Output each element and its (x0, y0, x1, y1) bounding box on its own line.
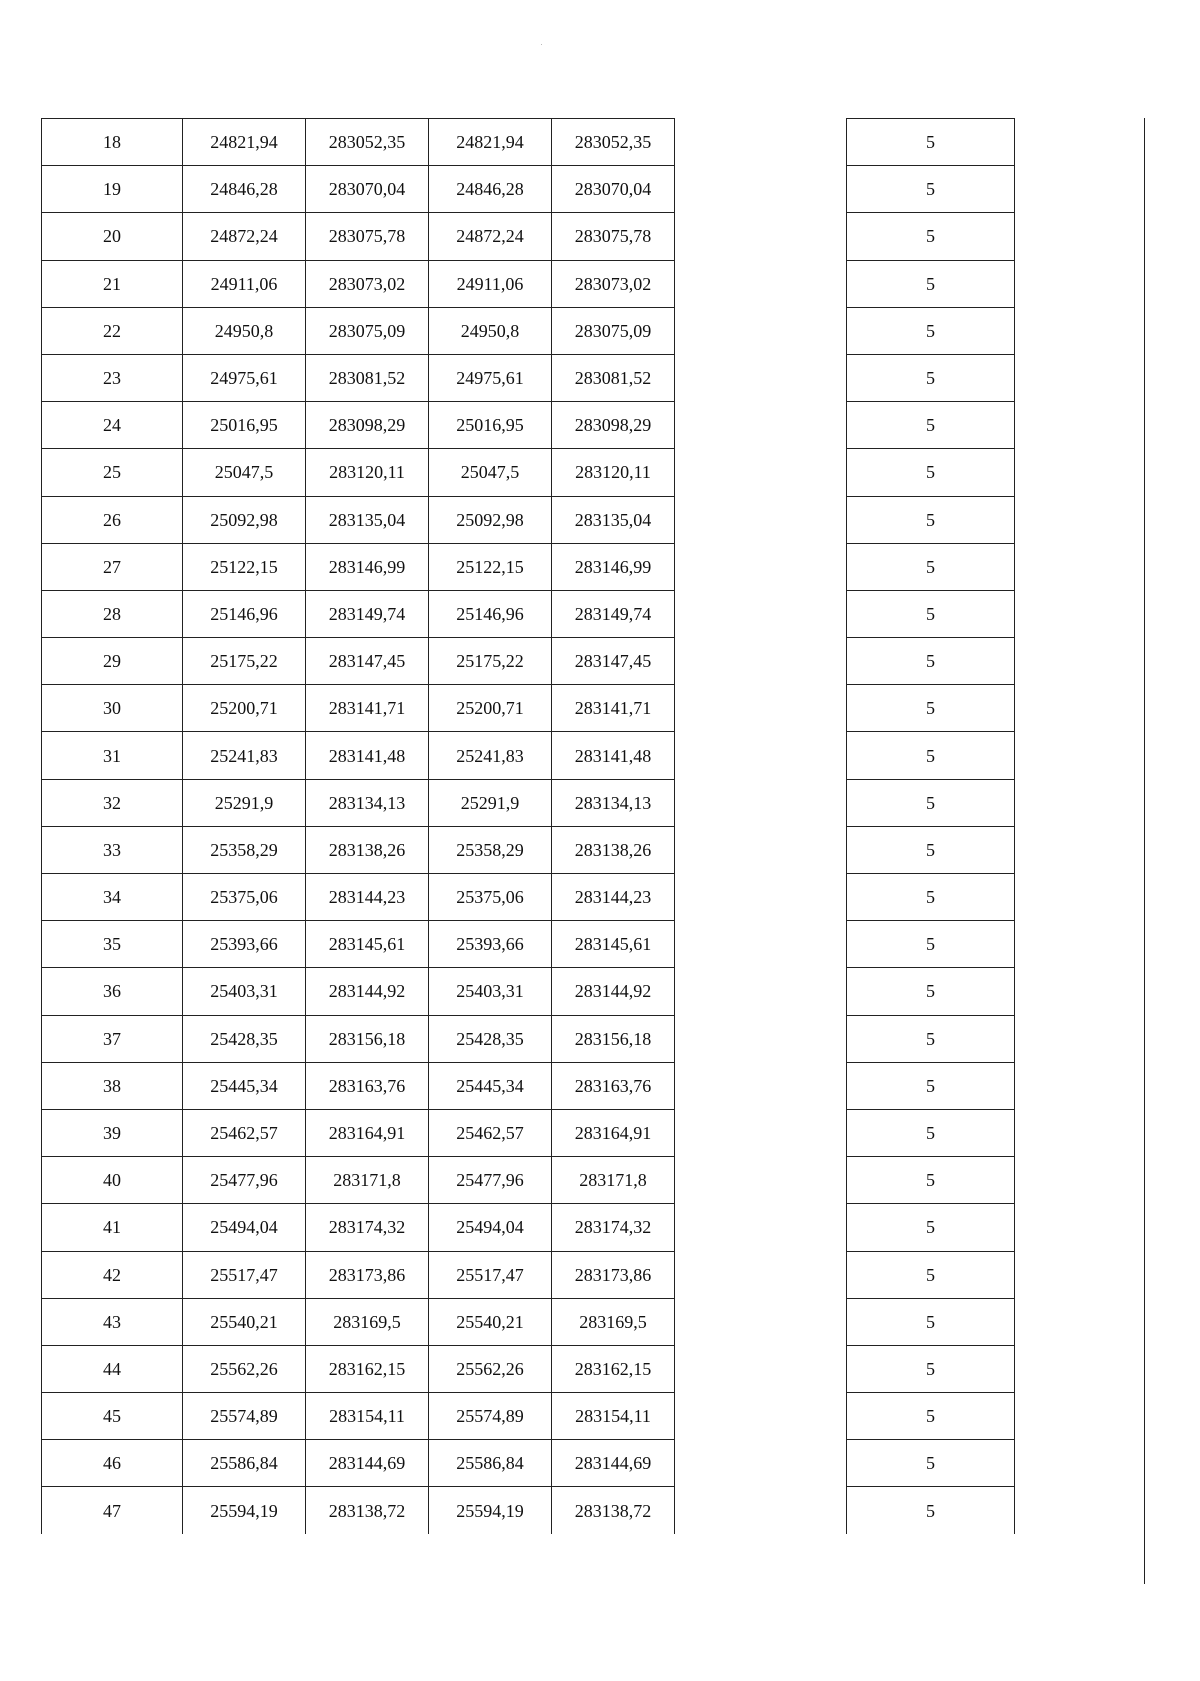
point-number-cell: 23 (42, 354, 183, 401)
y-coordinate-cell: 283052,35 (306, 119, 429, 166)
table-row (847, 354, 1015, 401)
point-number-cell: 45 (42, 1393, 183, 1440)
table-row (42, 449, 675, 496)
x-coordinate-repeat-cell: 24821,94 (429, 119, 552, 166)
y-coordinate-cell: 283164,91 (306, 1109, 429, 1156)
table-row (847, 685, 1015, 732)
y-coordinate-repeat-cell: 283052,35 (552, 119, 675, 166)
table-row (847, 1204, 1015, 1251)
x-coordinate-repeat-cell: 25146,96 (429, 590, 552, 637)
y-coordinate-repeat-cell: 283154,11 (552, 1393, 675, 1440)
y-coordinate-repeat-cell: 283163,76 (552, 1062, 675, 1109)
y-coordinate-cell: 283073,02 (306, 260, 429, 307)
y-coordinate-cell: 283075,09 (306, 307, 429, 354)
point-number-cell: 18 (42, 119, 183, 166)
y-coordinate-repeat-cell: 283138,72 (552, 1487, 675, 1534)
y-coordinate-repeat-cell: 283138,26 (552, 826, 675, 873)
x-coordinate-repeat-cell: 25594,19 (429, 1487, 552, 1534)
table-row (42, 921, 675, 968)
y-coordinate-repeat-cell: 283156,18 (552, 1015, 675, 1062)
point-number-cell: 20 (42, 213, 183, 260)
x-coordinate-cell: 25562,26 (183, 1345, 306, 1392)
x-coordinate-cell: 25574,89 (183, 1393, 306, 1440)
x-coordinate-repeat-cell: 24950,8 (429, 307, 552, 354)
table-row (847, 119, 1015, 166)
x-coordinate-cell: 24872,24 (183, 213, 306, 260)
precision-table (846, 118, 1015, 1534)
y-coordinate-cell: 283149,74 (306, 590, 429, 637)
table-row (847, 968, 1015, 1015)
table-row (847, 1393, 1015, 1440)
point-number-cell: 29 (42, 638, 183, 685)
table-row (42, 213, 675, 260)
table-row (847, 449, 1015, 496)
x-coordinate-cell: 25016,95 (183, 402, 306, 449)
point-number-cell: 46 (42, 1440, 183, 1487)
x-coordinate-cell: 25462,57 (183, 1109, 306, 1156)
table-row (42, 638, 675, 685)
y-coordinate-repeat-cell: 283141,48 (552, 732, 675, 779)
table-row (847, 307, 1015, 354)
table-row (847, 921, 1015, 968)
y-coordinate-cell: 283135,04 (306, 496, 429, 543)
precision-cell: 5 (847, 402, 1015, 449)
table-row (847, 638, 1015, 685)
y-coordinate-cell: 283147,45 (306, 638, 429, 685)
table-row (847, 402, 1015, 449)
y-coordinate-cell: 283146,99 (306, 543, 429, 590)
point-number-cell: 32 (42, 779, 183, 826)
table-row (42, 1157, 675, 1204)
table-row (42, 1015, 675, 1062)
x-coordinate-cell: 25586,84 (183, 1440, 306, 1487)
x-coordinate-repeat-cell: 25428,35 (429, 1015, 552, 1062)
table-row (42, 1251, 675, 1298)
x-coordinate-cell: 25428,35 (183, 1015, 306, 1062)
x-coordinate-repeat-cell: 25375,06 (429, 874, 552, 921)
precision-cell: 5 (847, 543, 1015, 590)
point-number-cell: 47 (42, 1487, 183, 1534)
point-number-cell: 25 (42, 449, 183, 496)
table-row (847, 1440, 1015, 1487)
x-coordinate-repeat-cell: 24872,24 (429, 213, 552, 260)
point-number-cell: 44 (42, 1345, 183, 1392)
precision-cell: 5 (847, 1345, 1015, 1392)
point-number-cell: 38 (42, 1062, 183, 1109)
x-coordinate-cell: 24975,61 (183, 354, 306, 401)
precision-cell: 5 (847, 119, 1015, 166)
y-coordinate-cell: 283098,29 (306, 402, 429, 449)
precision-cell: 5 (847, 968, 1015, 1015)
precision-cell: 5 (847, 166, 1015, 213)
y-coordinate-repeat-cell: 283169,5 (552, 1298, 675, 1345)
table-row (847, 213, 1015, 260)
x-coordinate-repeat-cell: 25291,9 (429, 779, 552, 826)
y-coordinate-cell: 283154,11 (306, 1393, 429, 1440)
x-coordinate-cell: 25358,29 (183, 826, 306, 873)
table-row (42, 543, 675, 590)
x-coordinate-repeat-cell: 25403,31 (429, 968, 552, 1015)
y-coordinate-cell: 283156,18 (306, 1015, 429, 1062)
x-coordinate-cell: 25291,9 (183, 779, 306, 826)
x-coordinate-cell: 25047,5 (183, 449, 306, 496)
x-coordinate-repeat-cell: 25540,21 (429, 1298, 552, 1345)
y-coordinate-repeat-cell: 283162,15 (552, 1345, 675, 1392)
precision-cell: 5 (847, 1157, 1015, 1204)
x-coordinate-repeat-cell: 25358,29 (429, 826, 552, 873)
table-row (847, 1157, 1015, 1204)
y-coordinate-cell: 283141,48 (306, 732, 429, 779)
y-coordinate-repeat-cell: 283070,04 (552, 166, 675, 213)
table-row (847, 166, 1015, 213)
x-coordinate-repeat-cell: 25175,22 (429, 638, 552, 685)
x-coordinate-cell: 25175,22 (183, 638, 306, 685)
precision-cell: 5 (847, 1062, 1015, 1109)
x-coordinate-cell: 25517,47 (183, 1251, 306, 1298)
y-coordinate-repeat-cell: 283173,86 (552, 1251, 675, 1298)
x-coordinate-repeat-cell: 25393,66 (429, 921, 552, 968)
scan-speck (541, 44, 542, 45)
point-number-cell: 41 (42, 1204, 183, 1251)
y-coordinate-cell: 283144,69 (306, 1440, 429, 1487)
table-row (42, 1298, 675, 1345)
table-row (847, 779, 1015, 826)
precision-cell: 5 (847, 213, 1015, 260)
coordinates-table-body (42, 119, 675, 1535)
coordinates-table (41, 118, 675, 1534)
y-coordinate-repeat-cell: 283075,78 (552, 213, 675, 260)
precision-cell: 5 (847, 1204, 1015, 1251)
y-coordinate-repeat-cell: 283149,74 (552, 590, 675, 637)
precision-cell: 5 (847, 590, 1015, 637)
precision-cell: 5 (847, 1015, 1015, 1062)
y-coordinate-repeat-cell: 283098,29 (552, 402, 675, 449)
x-coordinate-cell: 25403,31 (183, 968, 306, 1015)
table-row (847, 496, 1015, 543)
table-row (847, 543, 1015, 590)
y-coordinate-repeat-cell: 283073,02 (552, 260, 675, 307)
table-row (42, 874, 675, 921)
precision-cell: 5 (847, 307, 1015, 354)
x-coordinate-repeat-cell: 25047,5 (429, 449, 552, 496)
y-coordinate-cell: 283141,71 (306, 685, 429, 732)
point-number-cell: 43 (42, 1298, 183, 1345)
point-number-cell: 19 (42, 166, 183, 213)
y-coordinate-cell: 283070,04 (306, 166, 429, 213)
precision-cell: 5 (847, 779, 1015, 826)
table-row (847, 590, 1015, 637)
precision-cell: 5 (847, 638, 1015, 685)
x-coordinate-cell: 24821,94 (183, 119, 306, 166)
table-row (42, 1109, 675, 1156)
precision-cell: 5 (847, 732, 1015, 779)
table-row (42, 1487, 675, 1534)
point-number-cell: 28 (42, 590, 183, 637)
y-coordinate-repeat-cell: 283134,13 (552, 779, 675, 826)
y-coordinate-cell: 283169,5 (306, 1298, 429, 1345)
x-coordinate-repeat-cell: 25494,04 (429, 1204, 552, 1251)
y-coordinate-repeat-cell: 283171,8 (552, 1157, 675, 1204)
y-coordinate-repeat-cell: 283141,71 (552, 685, 675, 732)
table-row (42, 166, 675, 213)
point-number-cell: 30 (42, 685, 183, 732)
x-coordinate-cell: 25494,04 (183, 1204, 306, 1251)
x-coordinate-repeat-cell: 25445,34 (429, 1062, 552, 1109)
x-coordinate-cell: 25375,06 (183, 874, 306, 921)
x-coordinate-repeat-cell: 25092,98 (429, 496, 552, 543)
y-coordinate-cell: 283162,15 (306, 1345, 429, 1392)
y-coordinate-repeat-cell: 283144,92 (552, 968, 675, 1015)
table-row (847, 260, 1015, 307)
y-coordinate-cell: 283075,78 (306, 213, 429, 260)
precision-cell: 5 (847, 1109, 1015, 1156)
table-row (42, 826, 675, 873)
x-coordinate-repeat-cell: 25586,84 (429, 1440, 552, 1487)
x-coordinate-cell: 25477,96 (183, 1157, 306, 1204)
point-number-cell: 21 (42, 260, 183, 307)
y-coordinate-repeat-cell: 283081,52 (552, 354, 675, 401)
y-coordinate-repeat-cell: 283164,91 (552, 1109, 675, 1156)
table-row (847, 1015, 1015, 1062)
y-coordinate-cell: 283144,23 (306, 874, 429, 921)
precision-cell: 5 (847, 1393, 1015, 1440)
precision-table-body (847, 119, 1015, 1535)
x-coordinate-cell: 25146,96 (183, 590, 306, 637)
point-number-cell: 27 (42, 543, 183, 590)
table-row (42, 1440, 675, 1487)
x-coordinate-repeat-cell: 25477,96 (429, 1157, 552, 1204)
x-coordinate-cell: 25594,19 (183, 1487, 306, 1534)
x-coordinate-cell: 24950,8 (183, 307, 306, 354)
point-number-cell: 40 (42, 1157, 183, 1204)
precision-cell: 5 (847, 1487, 1015, 1534)
point-number-cell: 31 (42, 732, 183, 779)
y-coordinate-repeat-cell: 283135,04 (552, 496, 675, 543)
table-row (847, 1298, 1015, 1345)
precision-cell: 5 (847, 874, 1015, 921)
precision-cell: 5 (847, 1440, 1015, 1487)
precision-cell: 5 (847, 685, 1015, 732)
x-coordinate-cell: 24846,28 (183, 166, 306, 213)
table-row (847, 1251, 1015, 1298)
point-number-cell: 35 (42, 921, 183, 968)
y-coordinate-repeat-cell: 283144,69 (552, 1440, 675, 1487)
table-row (847, 1062, 1015, 1109)
table-row (42, 732, 675, 779)
y-coordinate-cell: 283144,92 (306, 968, 429, 1015)
point-number-cell: 34 (42, 874, 183, 921)
table-row (42, 590, 675, 637)
y-coordinate-cell: 283138,72 (306, 1487, 429, 1534)
precision-cell: 5 (847, 1251, 1015, 1298)
precision-cell: 5 (847, 260, 1015, 307)
precision-cell: 5 (847, 496, 1015, 543)
y-coordinate-repeat-cell: 283147,45 (552, 638, 675, 685)
table-row (42, 968, 675, 1015)
y-coordinate-cell: 283174,32 (306, 1204, 429, 1251)
table-row (42, 1393, 675, 1440)
table-row (42, 1062, 675, 1109)
x-coordinate-repeat-cell: 25241,83 (429, 732, 552, 779)
precision-cell: 5 (847, 1298, 1015, 1345)
x-coordinate-repeat-cell: 25016,95 (429, 402, 552, 449)
y-coordinate-cell: 283081,52 (306, 354, 429, 401)
x-coordinate-cell: 25540,21 (183, 1298, 306, 1345)
x-coordinate-cell: 25200,71 (183, 685, 306, 732)
table-row (42, 119, 675, 166)
y-coordinate-repeat-cell: 283120,11 (552, 449, 675, 496)
table-row (42, 307, 675, 354)
x-coordinate-repeat-cell: 24975,61 (429, 354, 552, 401)
y-coordinate-cell: 283138,26 (306, 826, 429, 873)
x-coordinate-repeat-cell: 24846,28 (429, 166, 552, 213)
precision-cell: 5 (847, 449, 1015, 496)
y-coordinate-cell: 283145,61 (306, 921, 429, 968)
x-coordinate-repeat-cell: 25574,89 (429, 1393, 552, 1440)
table-row (42, 1345, 675, 1392)
x-coordinate-repeat-cell: 25462,57 (429, 1109, 552, 1156)
precision-cell: 5 (847, 921, 1015, 968)
table-row (42, 260, 675, 307)
y-coordinate-repeat-cell: 283075,09 (552, 307, 675, 354)
table-row (42, 685, 675, 732)
x-coordinate-repeat-cell: 25517,47 (429, 1251, 552, 1298)
table-row (847, 1487, 1015, 1534)
precision-cell: 5 (847, 354, 1015, 401)
y-coordinate-cell: 283134,13 (306, 779, 429, 826)
point-number-cell: 36 (42, 968, 183, 1015)
table-row (847, 826, 1015, 873)
point-number-cell: 26 (42, 496, 183, 543)
table-row (42, 496, 675, 543)
x-coordinate-repeat-cell: 25122,15 (429, 543, 552, 590)
x-coordinate-repeat-cell: 25562,26 (429, 1345, 552, 1392)
x-coordinate-cell: 25445,34 (183, 1062, 306, 1109)
x-coordinate-cell: 25393,66 (183, 921, 306, 968)
table-row (42, 354, 675, 401)
precision-cell: 5 (847, 826, 1015, 873)
x-coordinate-repeat-cell: 25200,71 (429, 685, 552, 732)
x-coordinate-repeat-cell: 24911,06 (429, 260, 552, 307)
point-number-cell: 33 (42, 826, 183, 873)
table-row (847, 1345, 1015, 1392)
point-number-cell: 37 (42, 1015, 183, 1062)
point-number-cell: 22 (42, 307, 183, 354)
x-coordinate-cell: 25092,98 (183, 496, 306, 543)
x-coordinate-cell: 25241,83 (183, 732, 306, 779)
x-coordinate-cell: 24911,06 (183, 260, 306, 307)
table-row (42, 1204, 675, 1251)
y-coordinate-repeat-cell: 283146,99 (552, 543, 675, 590)
y-coordinate-cell: 283120,11 (306, 449, 429, 496)
point-number-cell: 42 (42, 1251, 183, 1298)
y-coordinate-repeat-cell: 283145,61 (552, 921, 675, 968)
table-row (847, 1109, 1015, 1156)
y-coordinate-cell: 283173,86 (306, 1251, 429, 1298)
table-row (42, 402, 675, 449)
y-coordinate-repeat-cell: 283144,23 (552, 874, 675, 921)
table-row (42, 779, 675, 826)
y-coordinate-cell: 283171,8 (306, 1157, 429, 1204)
y-coordinate-cell: 283163,76 (306, 1062, 429, 1109)
table-row (847, 874, 1015, 921)
point-number-cell: 24 (42, 402, 183, 449)
table-row (847, 732, 1015, 779)
y-coordinate-repeat-cell: 283174,32 (552, 1204, 675, 1251)
x-coordinate-cell: 25122,15 (183, 543, 306, 590)
point-number-cell: 39 (42, 1109, 183, 1156)
right-border-line (1144, 118, 1145, 1584)
